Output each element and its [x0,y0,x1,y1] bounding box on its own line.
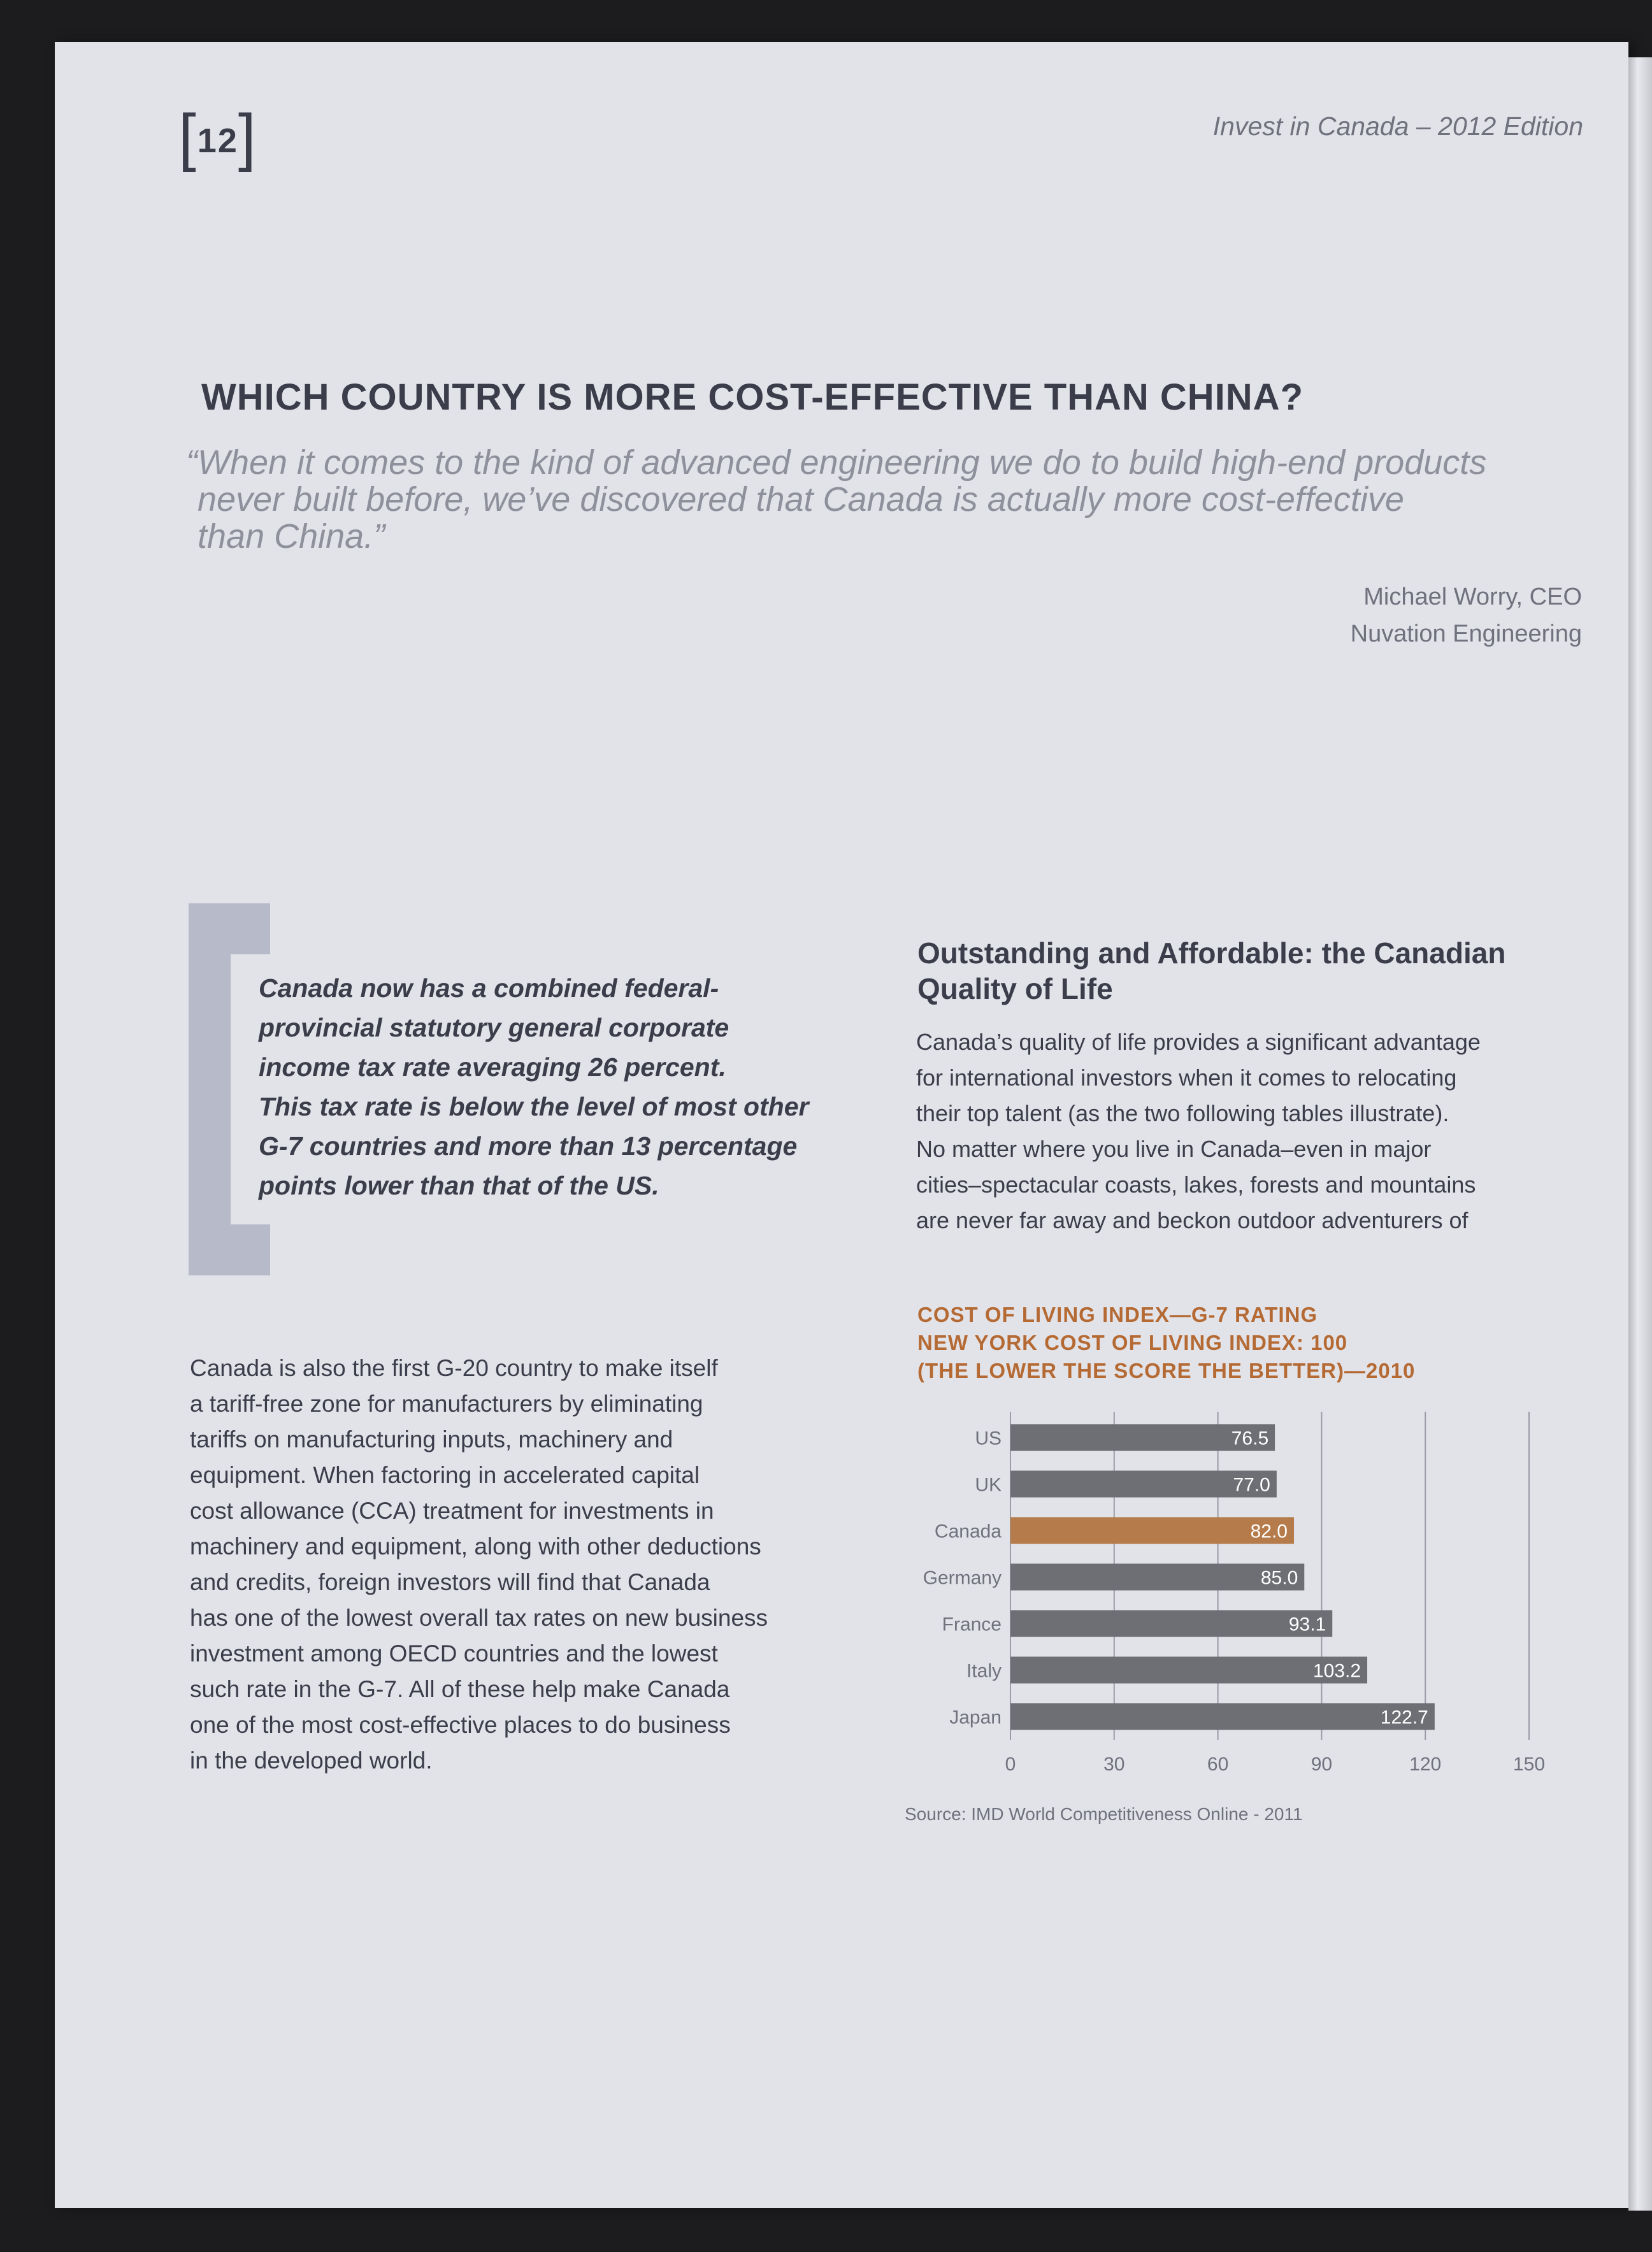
callout-line: Canada now has a combined federal- [259,973,719,1003]
page-number-bracket-right: ] [238,101,257,173]
page-title: WHICH COUNTRY IS MORE COST-EFFECTIVE THAN CHINA? [201,377,1304,418]
tick-label: 150 [1512,1754,1546,1775]
section-body [916,1024,1604,1238]
page-number [178,94,257,173]
page-number-bracket-left: [ [178,101,198,173]
callout-line: income tax rate averaging 26 percent. [259,1052,726,1082]
quote-author: Michael Worry, CEO [1363,584,1582,610]
callout-line: points lower than that of the US. [259,1171,659,1200]
value-label: 85.0 [1260,1567,1298,1589]
value-label: 77.0 [1233,1474,1270,1496]
body-line: for international investors when it comes to relocating [916,1065,1457,1091]
callout-line: provincial statutory general corporate [259,1013,729,1042]
body-line: machinery and equipment, along with other deductions [190,1533,761,1560]
page-number-value: 12 [197,122,238,160]
body-line: cost allowance (CCA) treatment for investments in [190,1498,714,1524]
body-line: in the developed world. [190,1747,433,1774]
value-label: 76.5 [1231,1428,1269,1449]
cost-of-living-chart [892,1402,1580,1784]
body-line: are never far away and beckon outdoor adventurers of [916,1207,1469,1233]
tick-label: 30 [1103,1754,1125,1775]
body-line: cities–spectacular coasts, lakes, forests and mountains [916,1172,1476,1198]
body-line: and credits, foreign investors will find that Canada [190,1569,710,1595]
body-line: equipment. When factoring in accelerated capital [190,1462,700,1488]
callout-line: This tax rate is below the level of most other [259,1092,809,1121]
body-line: tariffs on manufacturing inputs, machinery and [190,1426,673,1452]
category-label: Canada [934,1521,1002,1542]
value-label: 93.1 [1288,1614,1326,1635]
body-line: investment among OECD countries and the lowest [190,1640,718,1667]
body-line: such rate in the G-7. All of these help make Canada [190,1676,730,1702]
body-line: one of the most cost-effective places to do business [190,1712,731,1738]
quote-line: “When it comes to the kind of advanced engineering we do to build high-end products [186,443,1487,482]
pull-quote [186,444,1600,555]
tick-label: 0 [1005,1754,1016,1775]
tick-label: 90 [1311,1754,1333,1775]
quote-company: Nuvation Engineering [1350,620,1582,647]
body-line: their top talent (as the two following tables illustrate). [916,1100,1449,1126]
category-label: UK [975,1474,1002,1496]
section-heading-line: Quality of Life [917,972,1113,1005]
bar-japan [1010,1703,1435,1730]
quote-line: never built before, we’ve discovered that Canada is actually more cost-effective [198,480,1404,519]
body-line: Canada’s quality of life provides a significant advantage [916,1029,1481,1055]
callout-line: G-7 countries and more than 13 percentage [259,1131,798,1161]
body-text-left [190,1351,859,1779]
category-label: Germany [923,1567,1002,1589]
chart-title-line: NEW YORK COST OF LIVING INDEX: 100 [917,1331,1348,1354]
quote-attribution [1351,578,1582,652]
callout-bracket-bottom [189,1224,270,1275]
category-label: US [975,1428,1002,1449]
callout-bracket-top [189,903,270,954]
tick-label: 60 [1207,1754,1229,1775]
chart-title-line: (THE LOWER THE SCORE THE BETTER)—2010 [917,1359,1416,1382]
chart-source: Source: IMD World Competitiveness Online - 2011 [905,1804,1303,1824]
chart-title-line: COST OF LIVING INDEX—G-7 RATING [917,1303,1318,1326]
value-label: 122.7 [1380,1707,1428,1728]
body-line: has one of the lowest overall tax rates on new business [190,1605,768,1631]
quote-line: than China.” [198,517,385,556]
page-edge [1628,57,1652,2211]
callout-bracket [189,903,231,1275]
value-label: 82.0 [1250,1521,1288,1542]
body-line: a tariff-free zone for manufacturers by eliminating [190,1391,703,1417]
running-header: Invest in Canada – 2012 Edition [1212,111,1583,141]
chart-title [917,1301,1415,1385]
bar-france [1010,1610,1332,1637]
section-heading [917,935,1593,1007]
section-heading-line: Outstanding and Affordable: the Canadian [917,936,1506,970]
category-label: Italy [966,1660,1002,1682]
category-label: Japan [949,1707,1002,1728]
tick-label: 120 [1409,1754,1442,1775]
body-line: No matter where you live in Canada–even in major [916,1136,1432,1162]
value-label: 103.2 [1312,1660,1361,1682]
category-label: France [942,1614,1002,1635]
body-line: Canada is also the first G-20 country to make itself [190,1355,718,1381]
callout-text [259,968,832,1205]
